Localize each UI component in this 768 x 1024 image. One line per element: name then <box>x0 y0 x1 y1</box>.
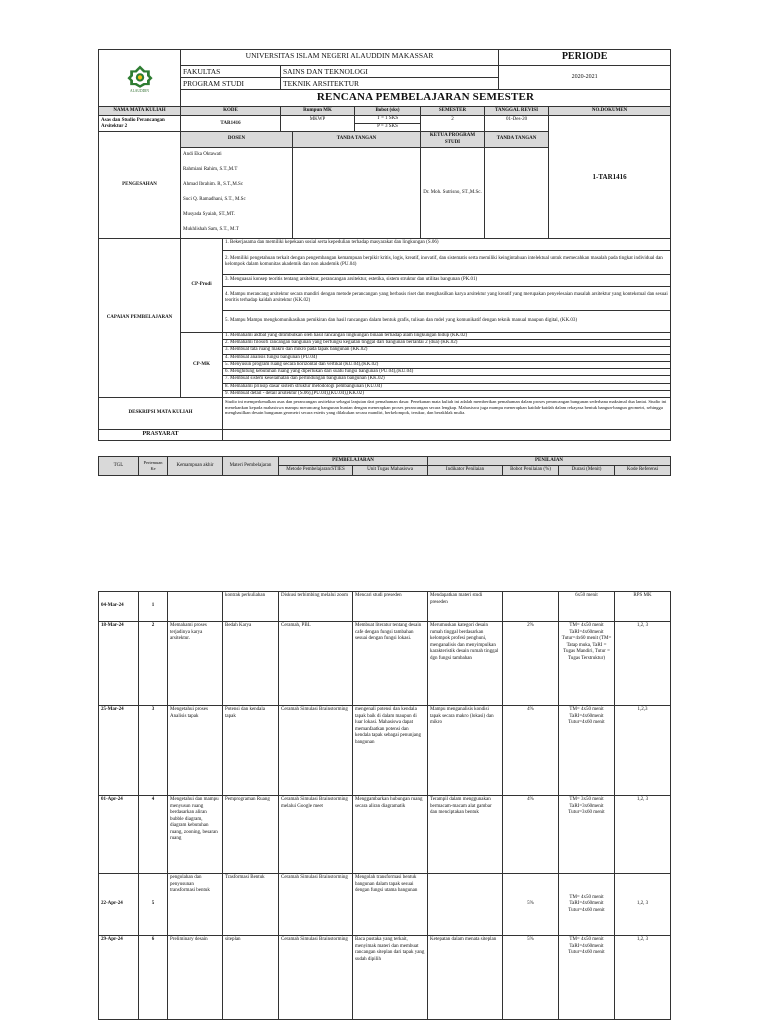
row-kemampuan: Mengetahui dan mampu menyusun ruang berdasarkan aliran bubble diagram, diagram kebutuhan ruang, zooning, besaran ruang <box>168 796 223 874</box>
table-row <box>99 796 671 874</box>
row-durasi: TM= 3x50 menit TaRI=3x60menit Tutur=3x60 menit <box>559 796 615 874</box>
row-bobot <box>503 592 559 622</box>
row-ref: 1,2, 3 <box>615 622 671 706</box>
row-materi: kontrak perkuliahan <box>223 592 279 622</box>
row-no: 5 <box>139 874 168 936</box>
row-indikator: Ketepatan dalam menata siteplan <box>428 936 503 1020</box>
row-indikator: Mendapatkan materi studi preseden <box>428 592 503 622</box>
prasyarat-label: PRASYARAT <box>99 430 223 441</box>
col-no-dokumen: NO.DOKUMEN <box>549 107 671 116</box>
periode-value: 2020-2021 <box>499 65 671 90</box>
dosen-name: Rahmiani Rahim, S.T.,M.T <box>183 166 238 172</box>
row-no: 1 <box>139 592 168 622</box>
table-row <box>99 706 671 796</box>
row-indikator <box>428 874 503 936</box>
col-dosen: DOSEN <box>181 132 293 148</box>
row-tgl: 25-Mar-24 <box>99 706 139 796</box>
col-materi: Materi Pembelajaran <box>223 457 279 476</box>
col-penilaian: PENILAIAN <box>428 457 671 466</box>
schedule-body <box>99 592 671 1020</box>
pengesahan-label: PENGESAHAN <box>99 132 181 239</box>
faculty-value: SAINS DAN TEKNOLOGI <box>281 65 499 77</box>
row-indikator: Mampu menganalisis kondisi tapak secara makro (lokasi) dan mikro <box>428 706 503 796</box>
deskripsi-label: DESKRIPSI MATA KULIAH <box>99 398 223 430</box>
ketua-prodi-name: Dr. Moh. Sutrisno, ST.,M.Sc. <box>421 147 485 238</box>
schedule-table <box>98 591 671 1020</box>
col-kode: KODE <box>181 107 281 116</box>
program-value: TEKNIK ARSITEKTUR <box>281 77 499 89</box>
row-durasi: TM= 4x50 menit TaRI=4x60menit Tutur=4x60 menit <box>559 706 615 796</box>
row-metode: Diskusi terbimbing melalui zoom <box>279 592 353 622</box>
course-code: TAR1416 <box>181 116 281 132</box>
row-bobot: 5% <box>503 936 559 1020</box>
cp-mk-item: 4. Membuat analisis fungsi bangunan (PU.04) <box>223 354 671 361</box>
dosen-signature-cell <box>293 147 421 238</box>
col-pertemuan: Pertemuan Ke <box>139 457 168 476</box>
col-tanggal-revisi: TANGGAL REVISI <box>485 107 549 116</box>
row-kemampuan: Memahami proses terjadinya karya arsitektur. <box>168 622 223 706</box>
row-tgl: 22-Apr-24 <box>99 874 139 936</box>
col-kemampuan: Kemampuan akhir <box>168 457 223 476</box>
rps-table <box>98 49 671 441</box>
row-tgl: 18-Mar-24 <box>99 622 139 706</box>
row-durasi: TM= 4x50 menit TaRI=4x60menit Tutur=4x60 menit <box>559 874 615 936</box>
row-no: 4 <box>139 796 168 874</box>
col-semester: SEMESTER <box>421 107 485 116</box>
row-bobot: 4% <box>503 706 559 796</box>
cp-prodi-item: 2. Memiliki pengetahuan terkait dengan pengembangan kemampuan berpikir kritis, logis, kreatif, inovatif, dan sistematis serta memiliki keingintahuan intelektual untuk memecahkan masalah pada tingkat individual dan kelompok dalam komunitas akademik dan non akademik (PU.04) <box>223 250 671 274</box>
cp-prodi-item: 1. Bekerjasama dan memiliki kepekaan sosial serta kepedulian terhadap masyarakat dan lingkungan (S.06) <box>223 238 671 250</box>
cp-prodi-label: CP-Prodi <box>181 238 223 332</box>
course-semester: 2 <box>421 116 485 132</box>
row-ref: RPS MK <box>615 592 671 622</box>
row-metode: Ceramah Simulasi Brainstorming melalui Google meet <box>279 796 353 874</box>
col-tanda-tangan-2: TANDA TANGAN <box>485 132 549 148</box>
cp-mk-item: 3. Membuat tata ruang makro dan mikro pada tapak bangunan (KK.02) <box>223 347 671 354</box>
row-tugas: Baca pustaka yang terkait, menyimak materi dan membuat rancangan siteplan dari tapak yang sudah dipilih <box>353 936 428 1020</box>
cp-prodi-item: 5. Mampu Mampu mengkomunikasikan pemikiran dan hasil rancangan dalam bentuk grafis, tulisan dan mdel yang komunikatif dengan teknik manual maupun digital, (KK.03) <box>223 310 671 332</box>
col-tugas: Unit Tugas Mahasiswa <box>353 466 428 475</box>
row-tgl: 29-Apr-24 <box>99 936 139 1020</box>
row-durasi: 6x50 menit <box>559 592 615 622</box>
col-metode: Metode Pembelajaran/STIES <box>279 466 353 475</box>
dosen-name: Mukhlishah Sam, S.T., M.T <box>183 226 239 232</box>
cp-prodi-item: 4. Mampu merancang arsitektur secara mandiri dengan metode perancangan yang berbasis riset dan menghasilkan karya arsitektur yang kreatif yang merupakan penyelesaian masalah arsitektur yang kontekstual dan sesuai teoritis terhadap kaidah arsitektur (KK.02) <box>223 286 671 310</box>
cp-mk-item: 7. Membuat sistem keselamatan dan perlindungan bangunan bangunan (KK.02) <box>223 376 671 383</box>
cp-mk-item: 6. Menghitung kebutuhan ruang yang diperlukan dari suatu fungsi bangunan (PU.04),(KU.04) <box>223 369 671 376</box>
cp-mk-item: 1. Memahami aktbat yang ditimbulkan oleh hasil rancangan lingkungan binaan terhadap alam lingkungan hidup (KK.02) <box>223 332 671 339</box>
capaian-label: CAPAIAN PEMBELAJARAN <box>99 238 181 397</box>
col-indikator: Indikator Penilaian <box>428 466 503 475</box>
row-materi: Bedah Karya <box>223 622 279 706</box>
col-ketua-prodi: KETUA PROGRAM STUDI <box>421 132 485 148</box>
row-metode: Ceramah Simulasi Brainstorming <box>279 706 353 796</box>
deskripsi-text: Studio ini memperkenalkan asas dan perancangan arsitektur sebagai lanjutan dari pemahaman dasar. Penekanan mata kuliah ini adalah memberikan pemahaman dalam proses perancangan bangunan sederhana maksimal dua lantai. Studio ini menekankan kepada mahasiswa mampu merancang bangunan hunian dengan menerapkan proses perancangan secara lengkap. Mahasiswa juga mampu menerapkan kaidah-kaidah dalam rekayasa bentuk bangun-bangun geometri, sehingga menghasilkan desain bangunan geometri secara estetis yang dilakukan secara mandiri, berkelompok, terukur, dan berakhlak mulia. <box>223 398 671 430</box>
logo-text: ALAUDDIN <box>130 88 149 93</box>
row-ref: 1,2, 3 <box>615 936 671 1020</box>
dosen-name: Musyada Syaiab, ST.,MT. <box>183 211 236 217</box>
row-indikator: Merumuskan kategori desain rumah tinggal berdasarkan kelompok profesi penghuni, menganalisis dan menyimpulkan karakteristik desain rumah tinggal dgn fungsi tambahan <box>428 622 503 706</box>
row-tugas: Menggambarkan hubungan ruang secara aliran diagramatik <box>353 796 428 874</box>
row-bobot: 2% <box>503 622 559 706</box>
cp-mk-item: 9. Membuat detail - detail arsitektur (S.06),(PU.04),(KU.04),(KK.02) <box>223 390 671 397</box>
row-ref: 1,2, 3 <box>615 874 671 936</box>
document-number: 1-TAR1416 <box>549 116 671 239</box>
row-bobot: 4% <box>503 796 559 874</box>
row-no: 2 <box>139 622 168 706</box>
university-name: UNIVERSITAS ISLAM NEGERI ALAUDDIN MAKASSAR <box>181 50 499 66</box>
row-materi: siteplan <box>223 936 279 1020</box>
row-indikator: Terampil dalam menggunakan bermacam-macam alat gambar dan menciptakan bentuk <box>428 796 503 874</box>
table-row <box>99 592 671 622</box>
col-bobot-penilaian: Bobot Penilaian (%) <box>503 466 559 475</box>
row-bobot: 5% <box>503 874 559 936</box>
table-row <box>99 874 671 936</box>
row-no: 3 <box>139 706 168 796</box>
bobot-p: P = 3 SKS <box>377 123 398 129</box>
col-durasi: Durasi (Menit) <box>559 466 615 475</box>
row-tugas: mengenali potensi dan kendala tapak baik di dalam maupun di luar lokasi. Mahasiswa dapat memanfaatkan potensi dan kendala tapak sebagai penunjang bangunan <box>353 706 428 796</box>
row-kemampuan: Mengetahui proses Analisis tapak <box>168 706 223 796</box>
col-bobot: Bobot (sks) <box>355 107 421 116</box>
row-tgl: 04-Mar-24 <box>99 592 139 622</box>
row-metode: Ceramah Simulasi Brainstorming <box>279 874 353 936</box>
program-label: PROGRAM STUDI <box>181 77 281 89</box>
row-kemampuan: Preliminary desain <box>168 936 223 1020</box>
cp-prodi-item: 3. Menguasai konsep teoritis tentang arsitektur, perancangan arsitektur, estetika, sistem struktur dan utilitas bangunan (PK.01) <box>223 274 671 286</box>
row-metode: Ceramah Simulasi Brainstorming <box>279 936 353 1020</box>
university-logo-icon <box>126 64 154 88</box>
schedule-header-table <box>98 456 671 476</box>
row-tugas: Membuat literatur tentang desain cafe dengan fungsi tambahan sesuai dengan fungsi lokasi. <box>353 622 428 706</box>
row-no: 6 <box>139 936 168 1020</box>
course-bobot <box>355 116 421 132</box>
row-ref: 1,2,3 <box>615 706 671 796</box>
document-title: RENCANA PEMBELAJARAN SEMESTER <box>181 90 671 107</box>
row-durasi: TM= 4x50 menit TaRI=4x60menit Tutur=4x60 menit <box>559 936 615 1020</box>
cp-mk-item: 5. Menyusun program ruang secara horizontal dan vertikal (KU.04),(KK.02) <box>223 361 671 368</box>
bobot-t: T = 1 SKS <box>355 116 420 123</box>
ketua-signature-cell <box>485 147 549 238</box>
col-tgl: TGL <box>99 457 139 476</box>
row-materi: Potensi dan kendala tapak <box>223 706 279 796</box>
prasyarat-value <box>223 430 671 441</box>
dosen-list <box>181 147 293 238</box>
col-nama-mata-kuliah: NAMA MATA KULIAH <box>99 107 181 116</box>
dosen-name: Andi Eka Oktawati <box>183 151 222 157</box>
periode-label: PERIODE <box>499 50 671 66</box>
row-tgl: 01-Apr-24 <box>99 796 139 874</box>
row-durasi: TM= 4x50 menit TaRI=4x60menit Tutur=4x60 menit (TM= Tatap muka, TaRI = Tugas Mandiri, Tutur = Tugas Terstruktur) <box>559 622 615 706</box>
cp-mk-item: 8. Memahami prinsip dasar sistem struktur metodologi pembangunan (KU.04) <box>223 383 671 390</box>
course-rumpun: MKWP <box>281 116 355 132</box>
logo-cell <box>99 50 181 107</box>
row-materi: Pemprograman Ruang <box>223 796 279 874</box>
row-kemampuan: pengolahan dan penyusunan transformasi bentuk <box>168 874 223 936</box>
row-kemampuan <box>168 592 223 622</box>
col-referensi: Kode Referensi <box>615 466 671 475</box>
cp-mk-label: CP-MK <box>181 332 223 397</box>
course-name: Asas dan Studio Perancangan Arsitektur 2 <box>99 116 181 132</box>
dosen-name: Suci Q. Ramadhani, S.T., M.Sc <box>183 196 246 202</box>
faculty-label: FAKULTAS <box>181 65 281 77</box>
row-tugas: Mencari studi preseden <box>353 592 428 622</box>
dosen-name: Ahmad Ibrahim. R, S.T.,M.Sc <box>183 181 244 187</box>
row-materi: Trasformasi Bentuk <box>223 874 279 936</box>
table-row <box>99 622 671 706</box>
cp-mk-item: 2. Memahami filosofi rancangan bangunan yang berfungsi kegiatan tinggal dari bangunan berlantai 2 (dua) (KK.02) <box>223 340 671 347</box>
row-ref: 1,2, 3 <box>615 796 671 874</box>
row-tugas: Mengolah transformasi bentuk bangunan dalam tapak sesuai dengan fungsi utama bangunan <box>353 874 428 936</box>
col-pembelajaran: PEMBELAJARAN <box>279 457 428 466</box>
row-metode: Ceramah, PBL <box>279 622 353 706</box>
table-row <box>99 936 671 1020</box>
course-revisi: 01-Des-20 <box>485 116 549 132</box>
col-rumpun: Rumpun MK <box>281 107 355 116</box>
col-tanda-tangan: TANDA TANGAN <box>293 132 421 148</box>
